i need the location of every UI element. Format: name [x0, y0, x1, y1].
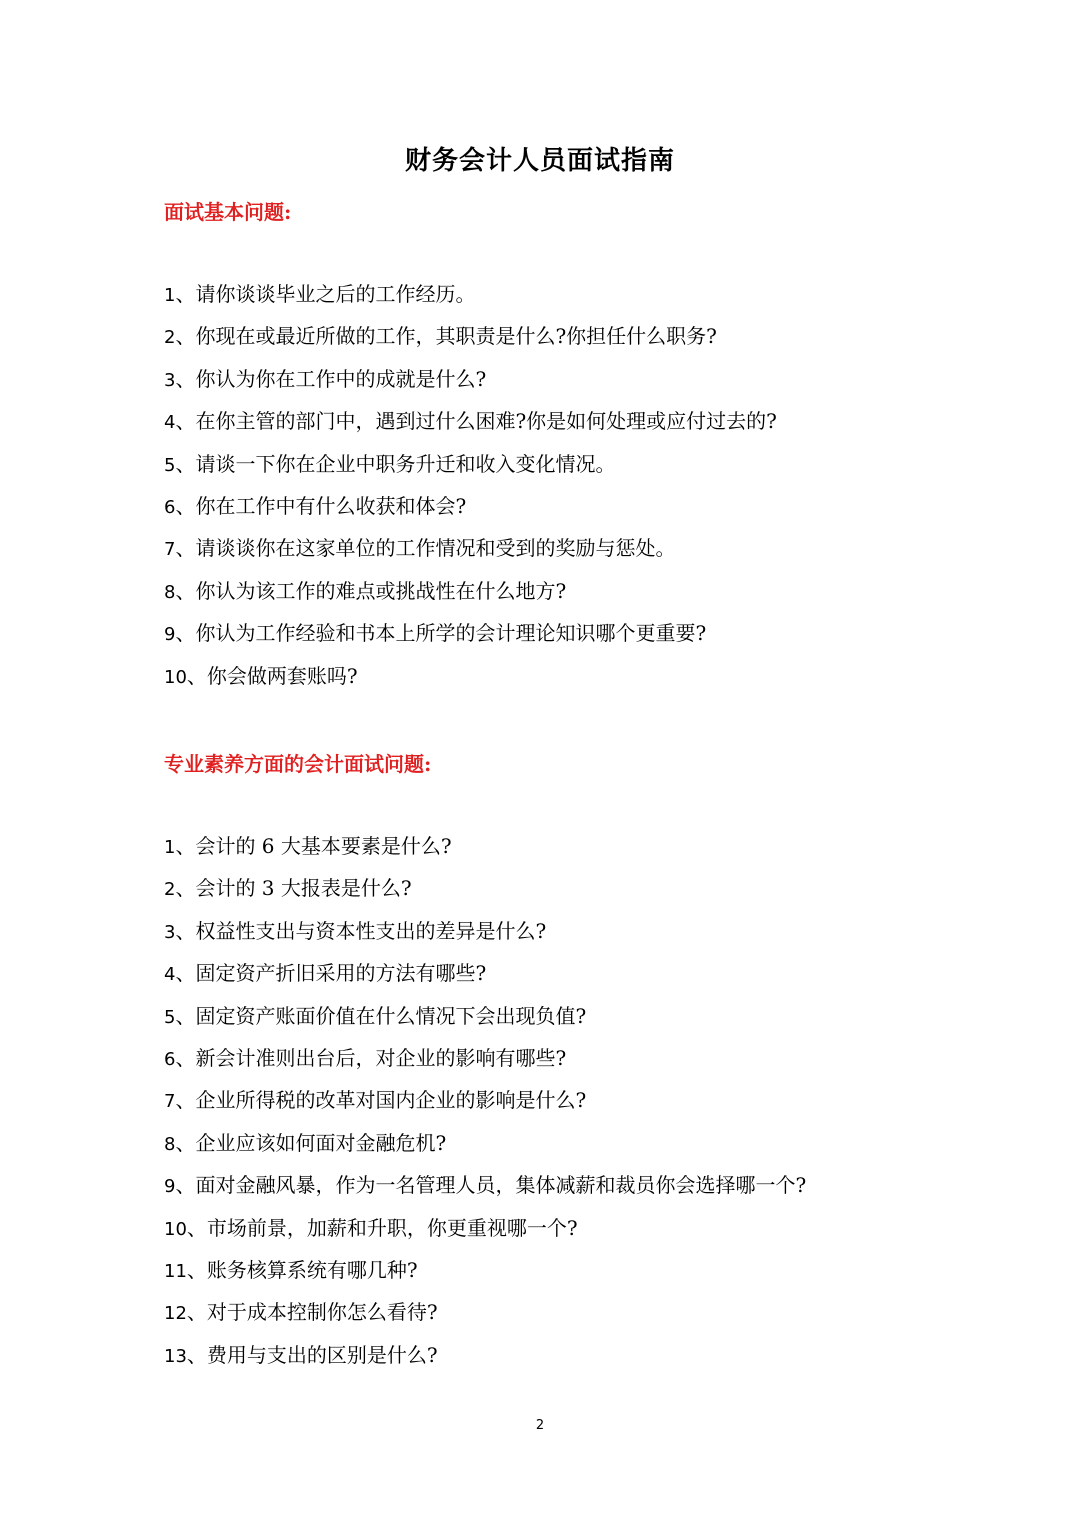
question-number: 2 — [164, 327, 176, 349]
list-item — [164, 315, 777, 357]
question-number: 10 — [164, 666, 187, 688]
question-separator: 、 — [186, 1300, 207, 1325]
question-text: 企业所得税的改革对国内企业的影响是什么? — [195, 1088, 587, 1113]
list-item — [164, 358, 777, 400]
question-number: 8 — [164, 581, 176, 603]
question-text: 会计的 6 大基本要素是什么? — [195, 834, 452, 858]
question-text: 固定资产账面价值在什么情况下会出现负值? — [195, 1003, 587, 1028]
question-text: 新会计准则出台后，对企业的影响有哪些? — [195, 1045, 567, 1070]
professional-questions-list — [164, 825, 806, 1376]
question-text: 你会做两套账吗? — [206, 663, 358, 688]
question-separator: 、 — [186, 663, 207, 688]
question-number: 1 — [164, 837, 176, 858]
question-text: 面对金融风暴，作为一名管理人员，集体减薪和裁员你会选择哪一个? — [195, 1173, 807, 1198]
question-number: 5 — [164, 454, 176, 476]
question-text: 请谈一下你在企业中职务升迁和收入变化情况。 — [195, 451, 616, 476]
list-item — [164, 867, 806, 909]
question-separator: 、 — [186, 1342, 207, 1367]
list-item — [164, 1291, 806, 1333]
list-item — [164, 1164, 806, 1206]
question-number: 8 — [164, 1133, 176, 1155]
list-item — [164, 443, 777, 485]
list-item — [164, 1122, 806, 1164]
list-item — [164, 655, 777, 697]
list-item — [164, 273, 777, 315]
basic-questions-list — [164, 273, 777, 697]
question-separator: 、 — [175, 1045, 196, 1070]
question-text: 权益性支出与资本性支出的差异是什么? — [195, 918, 547, 943]
question-text: 费用与支出的区别是什么? — [206, 1342, 438, 1367]
question-text: 企业应该如何面对金融危机? — [195, 1130, 447, 1155]
question-separator: 、 — [175, 282, 196, 306]
question-text: 你在工作中有什么收获和体会? — [195, 493, 467, 518]
question-separator: 、 — [175, 1130, 196, 1155]
question-text: 请谈谈你在这家单位的工作情况和受到的奖励与惩处。 — [195, 536, 676, 561]
question-separator: 、 — [186, 1257, 207, 1282]
question-separator: 、 — [186, 1215, 207, 1240]
question-text: 在你主管的部门中，遇到过什么困难?你是如何处理或应付过去的? — [195, 409, 777, 434]
question-number: 7 — [164, 1091, 176, 1113]
question-text: 你认为你在工作中的成就是什么? — [195, 366, 487, 391]
list-item — [164, 527, 777, 569]
list-item — [164, 1334, 806, 1376]
list-item — [164, 485, 777, 527]
list-item — [164, 995, 806, 1037]
question-text: 市场前景，加薪和升职，你更重视哪一个? — [206, 1215, 578, 1240]
question-separator: 、 — [175, 536, 196, 561]
question-number: 5 — [164, 1006, 176, 1028]
list-item — [164, 1249, 806, 1291]
page-number: 2 — [535, 1418, 545, 1433]
list-item — [164, 952, 806, 994]
question-text: 请你谈谈毕业之后的工作经历。 — [195, 282, 476, 306]
question-text: 你认为该工作的难点或挑战性在什么地方? — [195, 578, 567, 603]
question-number: 6 — [164, 496, 176, 518]
list-item — [164, 825, 806, 867]
question-separator: 、 — [175, 918, 196, 943]
question-number: 13 — [164, 1345, 187, 1367]
question-number: 1 — [164, 285, 176, 306]
question-number: 3 — [164, 921, 176, 943]
question-separator: 、 — [175, 366, 196, 391]
question-number: 10 — [164, 1218, 187, 1240]
question-number: 3 — [164, 369, 176, 391]
list-item — [164, 1207, 806, 1249]
question-separator: 、 — [175, 1088, 196, 1113]
question-text: 账务核算系统有哪几种? — [206, 1257, 418, 1282]
question-number: 4 — [164, 964, 176, 986]
question-separator: 、 — [175, 621, 196, 646]
question-number: 7 — [164, 539, 176, 561]
question-separator: 、 — [175, 1003, 196, 1028]
list-item — [164, 612, 777, 654]
document-title: 财务会计人员面试指南 — [404, 146, 675, 176]
question-text: 会计的 3 大报表是什么? — [195, 876, 412, 901]
question-separator: 、 — [175, 451, 196, 476]
question-separator: 、 — [175, 1173, 196, 1198]
question-separator: 、 — [175, 409, 196, 434]
question-separator: 、 — [175, 324, 196, 349]
question-text: 对于成本控制你怎么看待? — [206, 1300, 438, 1325]
question-text: 你现在或最近所做的工作，其职责是什么?你担任什么职务? — [195, 324, 717, 349]
list-item — [164, 910, 806, 952]
list-item — [164, 1037, 806, 1079]
question-number: 9 — [164, 624, 176, 646]
question-number: 9 — [164, 1176, 176, 1198]
question-number: 12 — [164, 1303, 187, 1325]
section-heading-basic: 面试基本问题: — [164, 200, 292, 224]
list-item — [164, 1079, 806, 1121]
question-text: 固定资产折旧采用的方法有哪些? — [195, 961, 487, 986]
question-separator: 、 — [175, 493, 196, 518]
list-item — [164, 400, 777, 442]
section-heading-professional: 专业素养方面的会计面试问题: — [164, 752, 432, 776]
question-number: 11 — [164, 1260, 187, 1282]
question-separator: 、 — [175, 876, 196, 901]
question-number: 2 — [164, 879, 176, 901]
question-separator: 、 — [175, 578, 196, 603]
question-separator: 、 — [175, 961, 196, 986]
list-item — [164, 570, 777, 612]
question-number: 6 — [164, 1048, 176, 1070]
question-number: 4 — [164, 412, 176, 434]
question-text: 你认为工作经验和书本上所学的会计理论知识哪个更重要? — [195, 621, 707, 646]
question-separator: 、 — [175, 834, 196, 858]
